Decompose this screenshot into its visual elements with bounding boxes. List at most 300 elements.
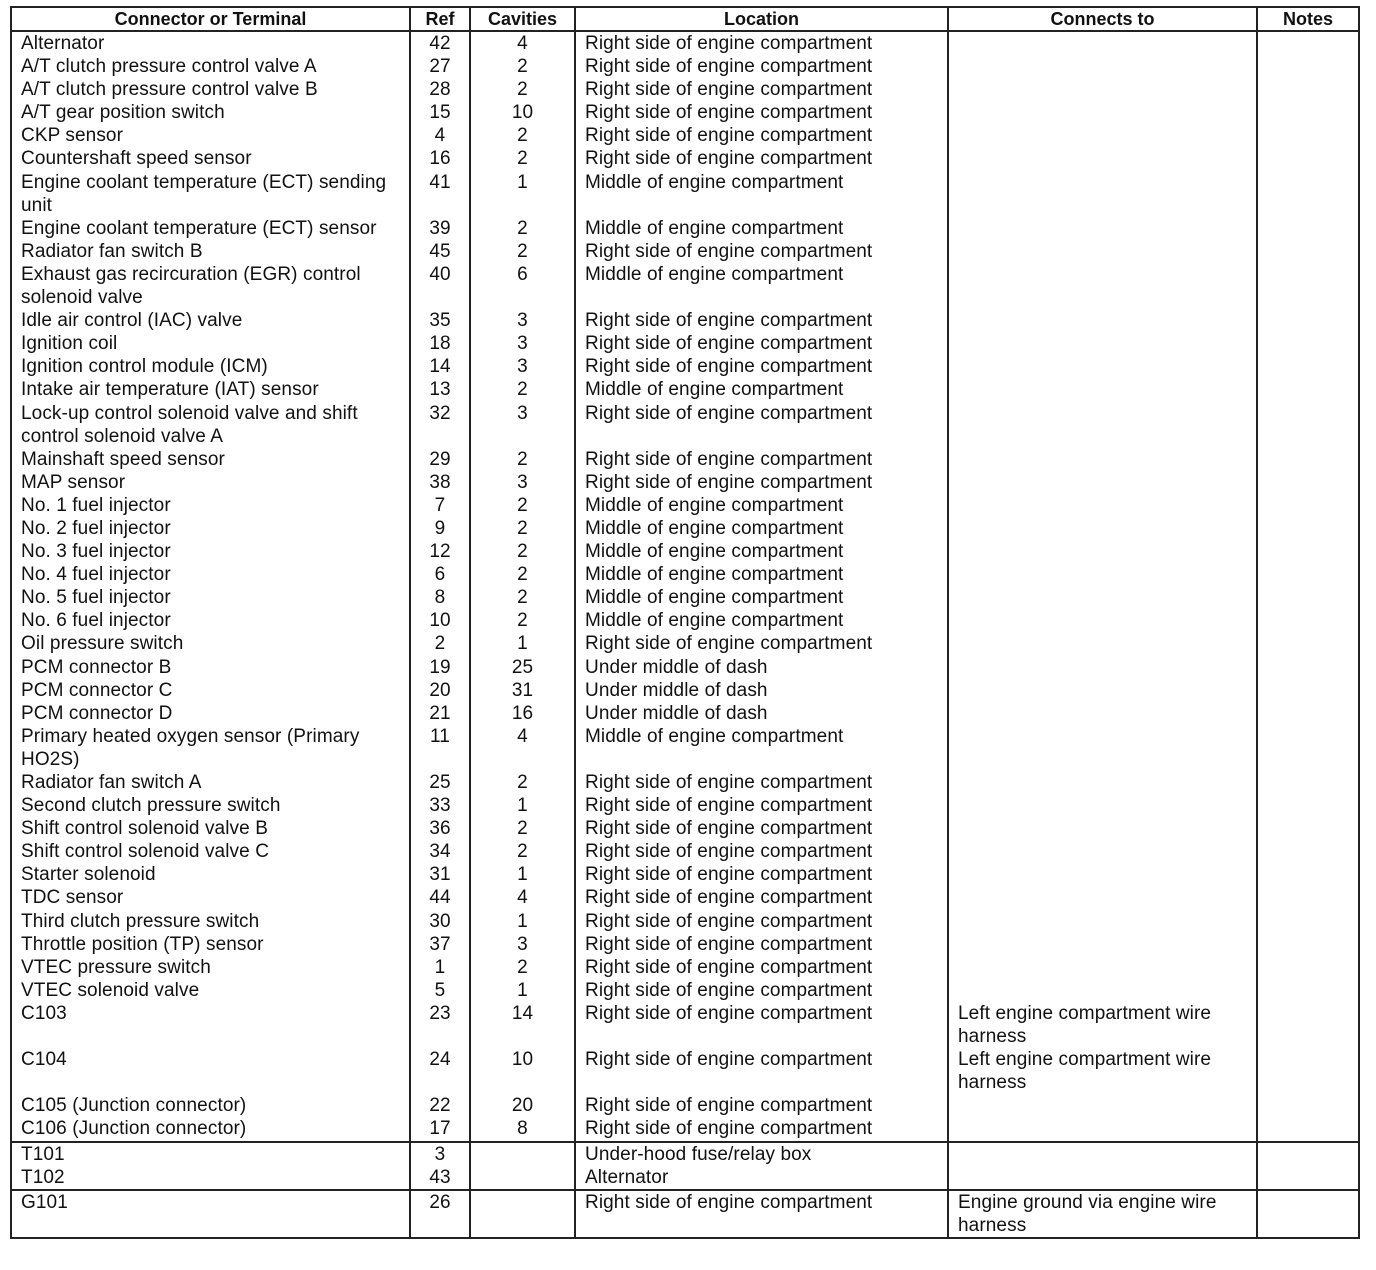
- cell-connects-to: [948, 563, 1257, 586]
- table-row: [11, 1094, 1359, 1117]
- cell-cavities: 2: [470, 540, 575, 563]
- cell-notes: [1257, 471, 1359, 494]
- cell-notes: [1257, 702, 1359, 725]
- cell-ref: 42: [410, 31, 470, 55]
- cell-location: Right side of engine compartment: [575, 863, 948, 886]
- cell-connects-to: [948, 702, 1257, 725]
- cell-notes: [1257, 863, 1359, 886]
- table-row: [11, 402, 1359, 448]
- cell-location: Alternator: [575, 1166, 948, 1190]
- header-connector: Connector or Terminal: [11, 7, 410, 31]
- connector-table: [10, 6, 1360, 1239]
- cell-notes: [1257, 656, 1359, 679]
- cell-notes: [1257, 840, 1359, 863]
- cell-ref: 17: [410, 1117, 470, 1141]
- cell-ref: 45: [410, 240, 470, 263]
- cell-connects-to: [948, 609, 1257, 632]
- cell-cavities: 2: [470, 609, 575, 632]
- cell-connects-to: [948, 263, 1257, 309]
- cell-location: Right side of engine compartment: [575, 332, 948, 355]
- cell-location: Under middle of dash: [575, 679, 948, 702]
- cell-notes: [1257, 402, 1359, 448]
- cell-connector: Countershaft speed sensor: [11, 147, 410, 170]
- table-row: [11, 1117, 1359, 1141]
- cell-notes: [1257, 910, 1359, 933]
- cell-connects-to: [948, 817, 1257, 840]
- cell-connects-to: [948, 101, 1257, 124]
- cell-cavities: 2: [470, 586, 575, 609]
- table-row: [11, 240, 1359, 263]
- cell-connects-to: [948, 402, 1257, 448]
- header-ref: Ref: [410, 7, 470, 31]
- table-row: [11, 471, 1359, 494]
- cell-location: Middle of engine compartment: [575, 563, 948, 586]
- cell-notes: [1257, 794, 1359, 817]
- cell-ref: 29: [410, 448, 470, 471]
- cell-connector: Exhaust gas recircuration (EGR) control solenoid valve: [11, 263, 410, 309]
- cell-location: Right side of engine compartment: [575, 794, 948, 817]
- cell-location: Right side of engine compartment: [575, 886, 948, 909]
- cell-location: Under middle of dash: [575, 656, 948, 679]
- cell-cavities: 2: [470, 494, 575, 517]
- cell-cavities: 10: [470, 1048, 575, 1094]
- table-row: [11, 1190, 1359, 1238]
- table-row: [11, 979, 1359, 1002]
- cell-location: Right side of engine compartment: [575, 355, 948, 378]
- cell-location: Middle of engine compartment: [575, 217, 948, 240]
- cell-ref: 38: [410, 471, 470, 494]
- cell-connector: Mainshaft speed sensor: [11, 448, 410, 471]
- cell-location: Middle of engine compartment: [575, 725, 948, 771]
- cell-notes: [1257, 31, 1359, 55]
- cell-connects-to: [948, 540, 1257, 563]
- table-row: [11, 609, 1359, 632]
- cell-connects-to: [948, 1142, 1257, 1166]
- cell-connects-to: Left engine compartment wire harness: [948, 1002, 1257, 1048]
- cell-cavities: 8: [470, 1117, 575, 1141]
- cell-ref: 21: [410, 702, 470, 725]
- cell-connector: A/T gear position switch: [11, 101, 410, 124]
- cell-cavities: 3: [470, 471, 575, 494]
- cell-notes: [1257, 725, 1359, 771]
- cell-ref: 15: [410, 101, 470, 124]
- cell-connector: Starter solenoid: [11, 863, 410, 886]
- cell-connects-to: [948, 378, 1257, 401]
- cell-ref: 28: [410, 78, 470, 101]
- cell-notes: [1257, 147, 1359, 170]
- cell-connects-to: [948, 725, 1257, 771]
- cell-location: Right side of engine compartment: [575, 632, 948, 655]
- cell-cavities: 2: [470, 956, 575, 979]
- cell-notes: [1257, 1166, 1359, 1190]
- cell-location: Middle of engine compartment: [575, 609, 948, 632]
- cell-ref: 27: [410, 55, 470, 78]
- cell-location: Right side of engine compartment: [575, 840, 948, 863]
- cell-connects-to: [948, 147, 1257, 170]
- cell-cavities: 2: [470, 240, 575, 263]
- cell-notes: [1257, 240, 1359, 263]
- cell-connector: A/T clutch pressure control valve A: [11, 55, 410, 78]
- cell-ref: 35: [410, 309, 470, 332]
- cell-ref: 43: [410, 1166, 470, 1190]
- cell-notes: [1257, 309, 1359, 332]
- cell-ref: 30: [410, 910, 470, 933]
- cell-notes: [1257, 563, 1359, 586]
- cell-connector: G101: [11, 1190, 410, 1238]
- cell-cavities: 3: [470, 402, 575, 448]
- cell-notes: [1257, 101, 1359, 124]
- table-row: [11, 632, 1359, 655]
- cell-cavities: 14: [470, 1002, 575, 1048]
- cell-location: Right side of engine compartment: [575, 31, 948, 55]
- cell-connector: Second clutch pressure switch: [11, 794, 410, 817]
- cell-cavities: 16: [470, 702, 575, 725]
- cell-location: Middle of engine compartment: [575, 540, 948, 563]
- cell-connects-to: Left engine compartment wire harness: [948, 1048, 1257, 1094]
- cell-connector: Oil pressure switch: [11, 632, 410, 655]
- cell-location: Right side of engine compartment: [575, 471, 948, 494]
- cell-connector: Ignition control module (ICM): [11, 355, 410, 378]
- cell-connects-to: [948, 840, 1257, 863]
- cell-ref: 11: [410, 725, 470, 771]
- table-row: [11, 494, 1359, 517]
- cell-ref: 44: [410, 886, 470, 909]
- table-row: [11, 863, 1359, 886]
- cell-cavities: 1: [470, 632, 575, 655]
- cell-notes: [1257, 1117, 1359, 1141]
- cell-notes: [1257, 886, 1359, 909]
- cell-cavities: 1: [470, 863, 575, 886]
- cell-cavities: 10: [470, 101, 575, 124]
- cell-connects-to: [948, 31, 1257, 55]
- cell-location: Under middle of dash: [575, 702, 948, 725]
- cell-location: Middle of engine compartment: [575, 494, 948, 517]
- table-row: [11, 332, 1359, 355]
- cell-notes: [1257, 494, 1359, 517]
- cell-ref: 32: [410, 402, 470, 448]
- cell-ref: 37: [410, 933, 470, 956]
- cell-ref: 39: [410, 217, 470, 240]
- cell-connector: Idle air control (IAC) valve: [11, 309, 410, 332]
- cell-notes: [1257, 78, 1359, 101]
- table-row: [11, 101, 1359, 124]
- header-location: Location: [575, 7, 948, 31]
- cell-connector: Ignition coil: [11, 332, 410, 355]
- table-group: [11, 1142, 1359, 1190]
- cell-ref: 10: [410, 609, 470, 632]
- cell-connects-to: [948, 332, 1257, 355]
- cell-cavities: 2: [470, 378, 575, 401]
- table-row: [11, 563, 1359, 586]
- cell-location: Right side of engine compartment: [575, 1048, 948, 1094]
- cell-connects-to: [948, 217, 1257, 240]
- table-row: [11, 378, 1359, 401]
- cell-location: Right side of engine compartment: [575, 933, 948, 956]
- cell-cavities: 2: [470, 563, 575, 586]
- cell-connector: No. 4 fuel injector: [11, 563, 410, 586]
- cell-cavities: 2: [470, 840, 575, 863]
- cell-connector: Shift control solenoid valve C: [11, 840, 410, 863]
- table-row: [11, 910, 1359, 933]
- cell-location: Right side of engine compartment: [575, 240, 948, 263]
- cell-connects-to: [948, 355, 1257, 378]
- cell-notes: [1257, 517, 1359, 540]
- table-row: [11, 355, 1359, 378]
- cell-connects-to: [948, 171, 1257, 217]
- cell-notes: [1257, 586, 1359, 609]
- cell-cavities: 2: [470, 817, 575, 840]
- cell-notes: [1257, 817, 1359, 840]
- cell-ref: 5: [410, 979, 470, 1002]
- cell-cavities: 1: [470, 910, 575, 933]
- cell-connector: Intake air temperature (IAT) sensor: [11, 378, 410, 401]
- table-row: [11, 55, 1359, 78]
- cell-connects-to: Engine ground via engine wire harness: [948, 1190, 1257, 1238]
- table-row: [11, 886, 1359, 909]
- table-row: [11, 794, 1359, 817]
- cell-location: Right side of engine compartment: [575, 147, 948, 170]
- cell-notes: [1257, 124, 1359, 147]
- cell-cavities: 2: [470, 771, 575, 794]
- table-row: [11, 840, 1359, 863]
- cell-connector: PCM connector D: [11, 702, 410, 725]
- cell-notes: [1257, 1190, 1359, 1238]
- table-row: [11, 586, 1359, 609]
- cell-connector: No. 5 fuel injector: [11, 586, 410, 609]
- cell-connects-to: [948, 679, 1257, 702]
- cell-cavities: 31: [470, 679, 575, 702]
- cell-location: Middle of engine compartment: [575, 263, 948, 309]
- header-notes: Notes: [1257, 7, 1359, 31]
- cell-cavities: 3: [470, 332, 575, 355]
- cell-location: Right side of engine compartment: [575, 1002, 948, 1048]
- cell-connector: Shift control solenoid valve B: [11, 817, 410, 840]
- cell-connects-to: [948, 1094, 1257, 1117]
- cell-connector: No. 3 fuel injector: [11, 540, 410, 563]
- cell-location: Middle of engine compartment: [575, 586, 948, 609]
- cell-connector: TDC sensor: [11, 886, 410, 909]
- cell-connector: Primary heated oxygen sensor (Primary HO2S): [11, 725, 410, 771]
- cell-connector: Engine coolant temperature (ECT) sending unit: [11, 171, 410, 217]
- cell-cavities: 4: [470, 886, 575, 909]
- table-row: [11, 1142, 1359, 1166]
- table-row: [11, 31, 1359, 55]
- cell-ref: 13: [410, 378, 470, 401]
- table-row: [11, 1166, 1359, 1190]
- table-row: [11, 217, 1359, 240]
- cell-connector: VTEC solenoid valve: [11, 979, 410, 1002]
- cell-connector: C103: [11, 1002, 410, 1048]
- cell-ref: 41: [410, 171, 470, 217]
- cell-ref: 6: [410, 563, 470, 586]
- table-row: [11, 263, 1359, 309]
- cell-connects-to: [948, 240, 1257, 263]
- cell-location: Middle of engine compartment: [575, 378, 948, 401]
- cell-ref: 2: [410, 632, 470, 655]
- cell-ref: 36: [410, 817, 470, 840]
- cell-connects-to: [948, 494, 1257, 517]
- table-header-row: [11, 7, 1359, 31]
- cell-notes: [1257, 933, 1359, 956]
- cell-location: Right side of engine compartment: [575, 309, 948, 332]
- cell-location: Right side of engine compartment: [575, 817, 948, 840]
- table-row: [11, 771, 1359, 794]
- cell-location: Right side of engine compartment: [575, 979, 948, 1002]
- cell-connects-to: [948, 863, 1257, 886]
- cell-notes: [1257, 1094, 1359, 1117]
- cell-location: Right side of engine compartment: [575, 910, 948, 933]
- cell-notes: [1257, 448, 1359, 471]
- cell-notes: [1257, 355, 1359, 378]
- cell-cavities: [470, 1142, 575, 1166]
- cell-connector: MAP sensor: [11, 471, 410, 494]
- cell-location: Right side of engine compartment: [575, 78, 948, 101]
- cell-ref: 16: [410, 147, 470, 170]
- cell-cavities: 1: [470, 794, 575, 817]
- cell-notes: [1257, 979, 1359, 1002]
- table-row: [11, 1002, 1359, 1048]
- cell-connects-to: [948, 794, 1257, 817]
- header-cavities: Cavities: [470, 7, 575, 31]
- connector-table-page: [10, 6, 1358, 1239]
- cell-connects-to: [948, 933, 1257, 956]
- cell-connects-to: [948, 55, 1257, 78]
- cell-notes: [1257, 1048, 1359, 1094]
- cell-connects-to: [948, 656, 1257, 679]
- cell-connector: CKP sensor: [11, 124, 410, 147]
- cell-notes: [1257, 771, 1359, 794]
- cell-location: Right side of engine compartment: [575, 956, 948, 979]
- cell-cavities: 20: [470, 1094, 575, 1117]
- table-row: [11, 540, 1359, 563]
- cell-connector: PCM connector C: [11, 679, 410, 702]
- cell-ref: 19: [410, 656, 470, 679]
- cell-cavities: 3: [470, 355, 575, 378]
- cell-cavities: 4: [470, 725, 575, 771]
- cell-notes: [1257, 378, 1359, 401]
- cell-location: Right side of engine compartment: [575, 1094, 948, 1117]
- cell-ref: 25: [410, 771, 470, 794]
- cell-notes: [1257, 632, 1359, 655]
- cell-location: Middle of engine compartment: [575, 517, 948, 540]
- cell-ref: 22: [410, 1094, 470, 1117]
- cell-location: Under-hood fuse/relay box: [575, 1142, 948, 1166]
- cell-cavities: 2: [470, 217, 575, 240]
- cell-ref: 3: [410, 1142, 470, 1166]
- cell-connects-to: [948, 771, 1257, 794]
- cell-ref: 24: [410, 1048, 470, 1094]
- header-connects-to: Connects to: [948, 7, 1257, 31]
- cell-notes: [1257, 332, 1359, 355]
- cell-location: Right side of engine compartment: [575, 124, 948, 147]
- cell-cavities: 3: [470, 933, 575, 956]
- cell-notes: [1257, 217, 1359, 240]
- cell-connector: T101: [11, 1142, 410, 1166]
- cell-cavities: [470, 1190, 575, 1238]
- cell-ref: 7: [410, 494, 470, 517]
- cell-connector: No. 2 fuel injector: [11, 517, 410, 540]
- cell-cavities: 2: [470, 147, 575, 170]
- cell-notes: [1257, 55, 1359, 78]
- cell-connector: Lock-up control solenoid valve and shift control solenoid valve A: [11, 402, 410, 448]
- table-row: [11, 933, 1359, 956]
- cell-connector: Third clutch pressure switch: [11, 910, 410, 933]
- cell-connects-to: [948, 1166, 1257, 1190]
- cell-connects-to: [948, 1117, 1257, 1141]
- cell-ref: 12: [410, 540, 470, 563]
- table-row: [11, 817, 1359, 840]
- cell-connector: T102: [11, 1166, 410, 1190]
- cell-connector: Alternator: [11, 31, 410, 55]
- cell-cavities: 1: [470, 171, 575, 217]
- cell-ref: 26: [410, 1190, 470, 1238]
- cell-ref: 31: [410, 863, 470, 886]
- cell-notes: [1257, 1002, 1359, 1048]
- cell-ref: 1: [410, 956, 470, 979]
- cell-location: Right side of engine compartment: [575, 448, 948, 471]
- cell-ref: 8: [410, 586, 470, 609]
- table-group: [11, 31, 1359, 1142]
- table-row: [11, 725, 1359, 771]
- table-row: [11, 656, 1359, 679]
- cell-ref: 34: [410, 840, 470, 863]
- cell-ref: 4: [410, 124, 470, 147]
- cell-connector: VTEC pressure switch: [11, 956, 410, 979]
- cell-cavities: 3: [470, 309, 575, 332]
- cell-ref: 14: [410, 355, 470, 378]
- cell-cavities: 2: [470, 448, 575, 471]
- cell-connects-to: [948, 586, 1257, 609]
- cell-location: Right side of engine compartment: [575, 55, 948, 78]
- table-row: [11, 1048, 1359, 1094]
- table-row: [11, 147, 1359, 170]
- cell-connector: C104: [11, 1048, 410, 1094]
- cell-connects-to: [948, 979, 1257, 1002]
- cell-cavities: 2: [470, 124, 575, 147]
- cell-connects-to: [948, 910, 1257, 933]
- cell-notes: [1257, 956, 1359, 979]
- cell-connects-to: [948, 124, 1257, 147]
- cell-ref: 23: [410, 1002, 470, 1048]
- cell-cavities: 25: [470, 656, 575, 679]
- cell-ref: 20: [410, 679, 470, 702]
- cell-location: Right side of engine compartment: [575, 1117, 948, 1141]
- table-row: [11, 171, 1359, 217]
- cell-connects-to: [948, 309, 1257, 332]
- cell-ref: 33: [410, 794, 470, 817]
- cell-notes: [1257, 263, 1359, 309]
- cell-cavities: 6: [470, 263, 575, 309]
- cell-cavities: 2: [470, 78, 575, 101]
- cell-cavities: 1: [470, 979, 575, 1002]
- cell-connects-to: [948, 517, 1257, 540]
- cell-notes: [1257, 609, 1359, 632]
- cell-cavities: 2: [470, 517, 575, 540]
- cell-notes: [1257, 1142, 1359, 1166]
- cell-connector: A/T clutch pressure control valve B: [11, 78, 410, 101]
- cell-notes: [1257, 171, 1359, 217]
- table-row: [11, 309, 1359, 332]
- cell-notes: [1257, 679, 1359, 702]
- table-row: [11, 448, 1359, 471]
- cell-location: Right side of engine compartment: [575, 771, 948, 794]
- cell-connector: PCM connector B: [11, 656, 410, 679]
- cell-ref: 40: [410, 263, 470, 309]
- cell-connects-to: [948, 78, 1257, 101]
- cell-ref: 9: [410, 517, 470, 540]
- cell-notes: [1257, 540, 1359, 563]
- cell-connects-to: [948, 956, 1257, 979]
